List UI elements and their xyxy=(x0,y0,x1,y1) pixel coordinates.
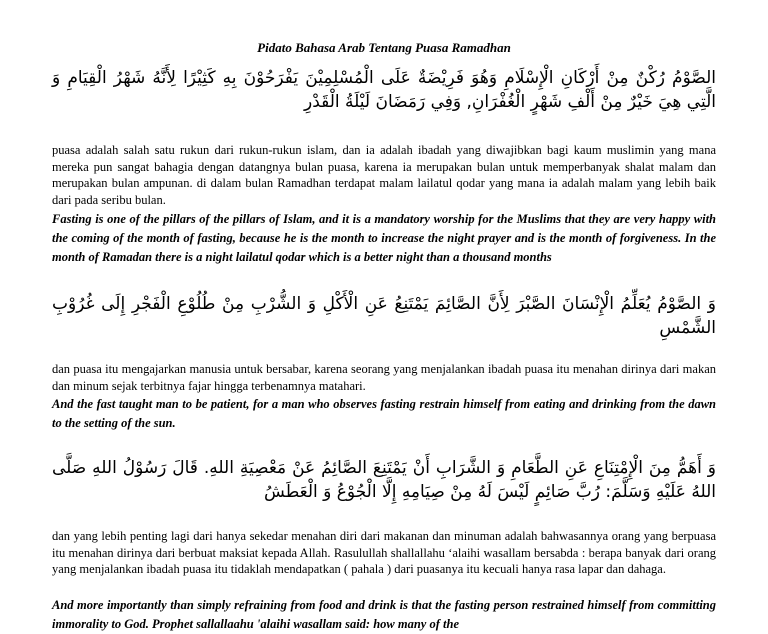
english-paragraph-1: Fasting is one of the pillars of the pillars of Islam, and it is a mandatory worship for the Muslims that they are very happy with the coming of the month of fasting, because he is the month to increase the night prayer and is the month of forgiveness. In the month of Ramadan there is a night lailatul qodar which is a better night than a thousand months xyxy=(52,212,716,264)
english-paragraph-2: And the fast taught man to be patient, for a man who observes fasting restrain himself from eating and drinking from the dawn to the setting of the sun. xyxy=(52,397,716,430)
page-title: Pidato Bahasa Arab Tentang Puasa Ramadhan xyxy=(257,40,511,55)
indonesian-paragraph-3: dan yang lebih penting lagi dari hanya sekedar menahan diri dari makanan dan minuman adalah bahwasannya orang yang berpuasa itu menahan dirinya dari berbuat maksiat kepada Allah. Rasulullah shallallahu ‘alaihi wasallam bersabda : berapa banyak dari orang yang menjalankan ibadah puasa itu tidaklah mendapatkan ( pahala ) dari puasanya itu kecuali hanya rasa lapar dan dahaga. xyxy=(52,529,716,576)
arabic-paragraph-3: وَ أَهَمُّ مِنَ الْإِمْتِنَاعِ عَنِ الطَّعَامِ وَ الشَّرَابِ أَنْ يَمْتَنِعَ الصَّائِمُ عَنْ مَعْصِيَةِ اللهِ. قَالَ رَسُوْلُ اللهِ صَلَّى اللهُ عَلَيْهِ وَسَلَّمَ: رُبَّ صَائِمٍ لَيْسَ لَهُ مِنْ صِيَامِهِ إِلَّا الْجُوْعُ وَ الْعَطَشُ xyxy=(52,458,716,502)
indonesian-paragraph-1: puasa adalah salah satu rukun dari rukun-rukun islam, dan ia adalah ibadah yang diwajibkan bagi kaum muslimin yang mana mereka pun sangat bahagia dengan datangnya bulan puasa, karena ia merupakan bulan untuk memperbanyak shalat malam dan merupakan bulan ampunan. di dalam bulan Ramadhan terdapat malam lailatul qodar yang mana ia adalah malam yang lebih baik dari pada seribu bulan. xyxy=(52,143,716,207)
arabic-paragraph-2: وَ الصَّوْمُ يُعَلِّمُ الْإِنْسَانَ الصَّبْرَ لِأَنَّ الصَّائِمَ يَمْتَنِعُ عَنِ الْأَكْلِ وَ الشُّرْبِ مِنْ طُلُوْعِ الْفَجْرِ إِلَى غُرُوْبِ الشَّمْسِ xyxy=(52,294,716,338)
english-paragraph-3: And more importantly than simply refraining from food and drink is that the fasting person restrained himself from committing immorality to God. Prophet sallallaahu 'alaihi wasallam said: how many of the xyxy=(52,598,716,631)
indonesian-paragraph-2: dan puasa itu mengajarkan manusia untuk bersabar, karena seorang yang menjalankan ibadah puasa itu menahan dirinya dari makan dan minum sejak terbitnya fajar hingga terbenamnya matahari. xyxy=(52,362,716,393)
arabic-paragraph-1: الصَّوْمُ رُكْنٌ مِنْ أَرْكَانِ الْإِسْلَامِ وَهُوَ فَرِيْضَةٌ عَلَى الْمُسْلِمِيْنَ يَفْرَحُوْنَ بِهِ كَثِيْرًا لِأَنَّهُ شَهْرُ الْقِيَامِ وَ الَّتِي هِيَ خَيْرٌ مِنْ أَلْفِ شَهْرٍ الْغُفْرَانِ, وَفِي رَمَضَانَ لَيْلَةُ الْقَدْرِ xyxy=(52,68,716,112)
